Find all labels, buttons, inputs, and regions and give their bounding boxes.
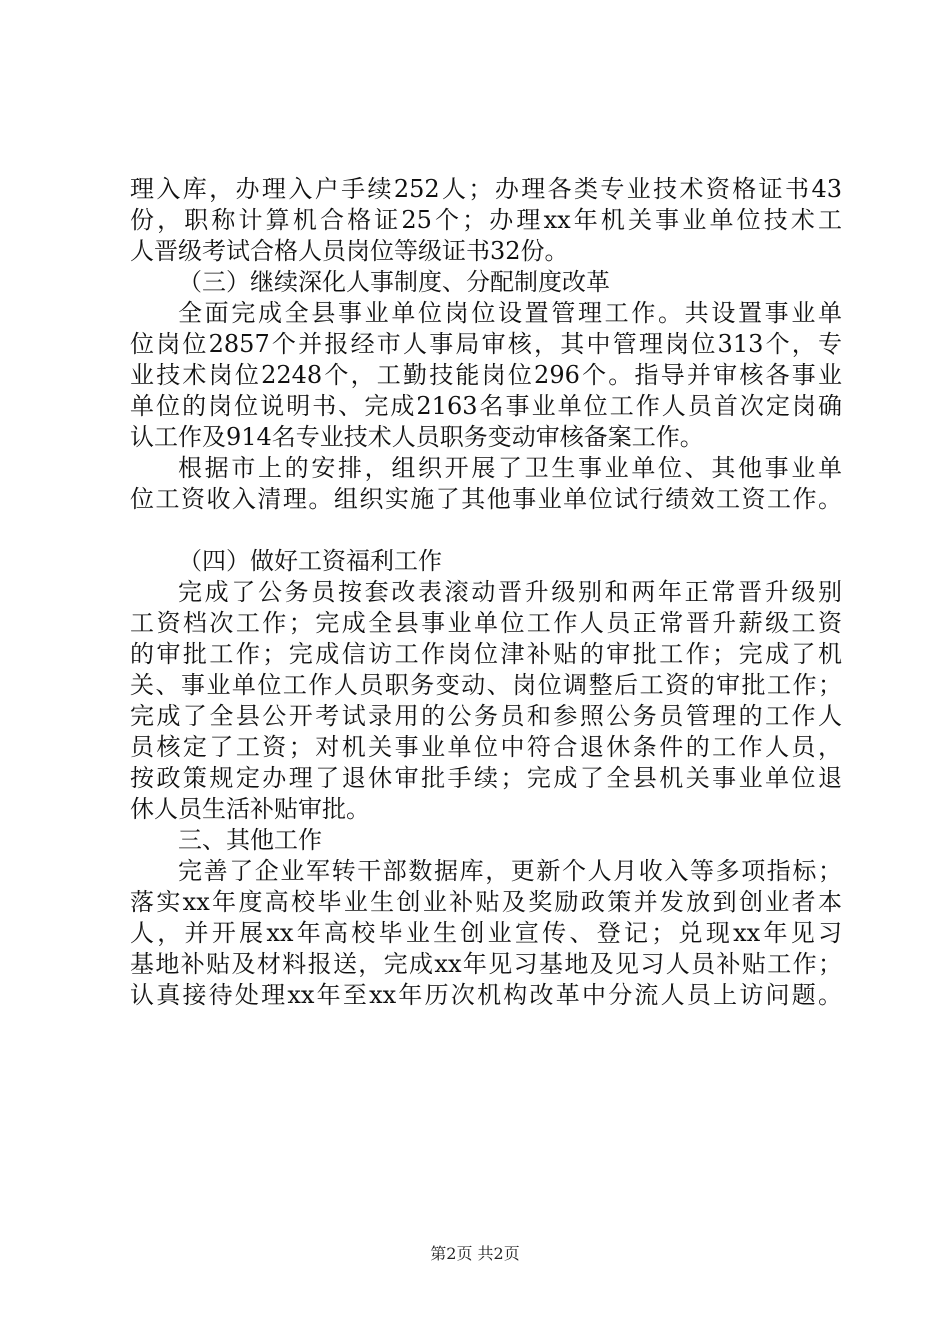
text-line: 根据市上的安排，组织开展了卫生事业单位、其他事业单 — [178, 454, 842, 482]
text-line: 休人员生活补贴审批。 — [130, 795, 370, 823]
text-line: 的审批工作；完成信访工作岗位津补贴的审批工作；完成了机 — [130, 640, 842, 668]
text-line: 全面完成全县事业单位岗位设置管理工作。共设置事业单 — [178, 299, 842, 327]
text-line: 人，并开展xx年高校毕业生创业宣传、登记；兑现xx年见习 — [130, 919, 842, 947]
text-line: 落实xx年度高校毕业生创业补贴及奖励政策并发放到创业者本 — [130, 888, 842, 916]
text-line: 位工资收入清理。组织实施了其他事业单位试行绩效工资工作。 — [130, 485, 842, 513]
text-line: 认工作及914名专业技术人员职务变动审核备案工作。 — [130, 423, 704, 451]
text-line: 关、事业单位工作人员职务变动、岗位调整后工资的审批工作； — [130, 671, 842, 699]
document-body — [130, 174, 842, 1011]
section-heading: （四）做好工资福利工作 — [178, 547, 442, 575]
text-line: 业技术岗位2248个，工勤技能岗位296个。指导并审核各事业 — [130, 361, 842, 389]
text-line: 完成了公务员按套改表滚动晋升级别和两年正常晋升级别 — [178, 578, 842, 606]
text-line: 员核定了工资；对机关事业单位中符合退休条件的工作人员， — [130, 733, 842, 761]
paragraph-gap — [130, 515, 842, 546]
page-footer: 第2页 共2页 — [430, 1244, 520, 1263]
section-heading: 三、其他工作 — [178, 826, 322, 854]
text-line: 位岗位2857个并报经市人事局审核，其中管理岗位313个，专 — [130, 330, 842, 358]
text-line: 人晋级考试合格人员岗位等级证书32份。 — [130, 237, 569, 265]
text-line: 完成了全县公开考试录用的公务员和参照公务员管理的工作人 — [130, 702, 842, 730]
text-line: 工资档次工作；完成全县事业单位工作人员正常晋升薪级工资 — [130, 609, 842, 637]
text-line: 完善了企业军转干部数据库，更新个人月收入等多项指标； — [178, 857, 842, 885]
text-line: 理入库，办理入户手续252人；办理各类专业技术资格证书43 — [130, 175, 842, 203]
text-line: 单位的岗位说明书、完成2163名事业单位工作人员首次定岗确 — [130, 392, 842, 420]
section-heading: （三）继续深化人事制度、分配制度改革 — [178, 268, 610, 296]
text-line: 基地补贴及材料报送，完成xx年见习基地及见习人员补贴工作； — [130, 950, 842, 978]
text-line: 份，职称计算机合格证25个；办理xx年机关事业单位技术工 — [130, 206, 842, 234]
text-line: 认真接待处理xx年至xx年历次机构改革中分流人员上访问题。 — [130, 981, 842, 1009]
text-line: 按政策规定办理了退休审批手续；完成了全县机关事业单位退 — [130, 764, 842, 792]
